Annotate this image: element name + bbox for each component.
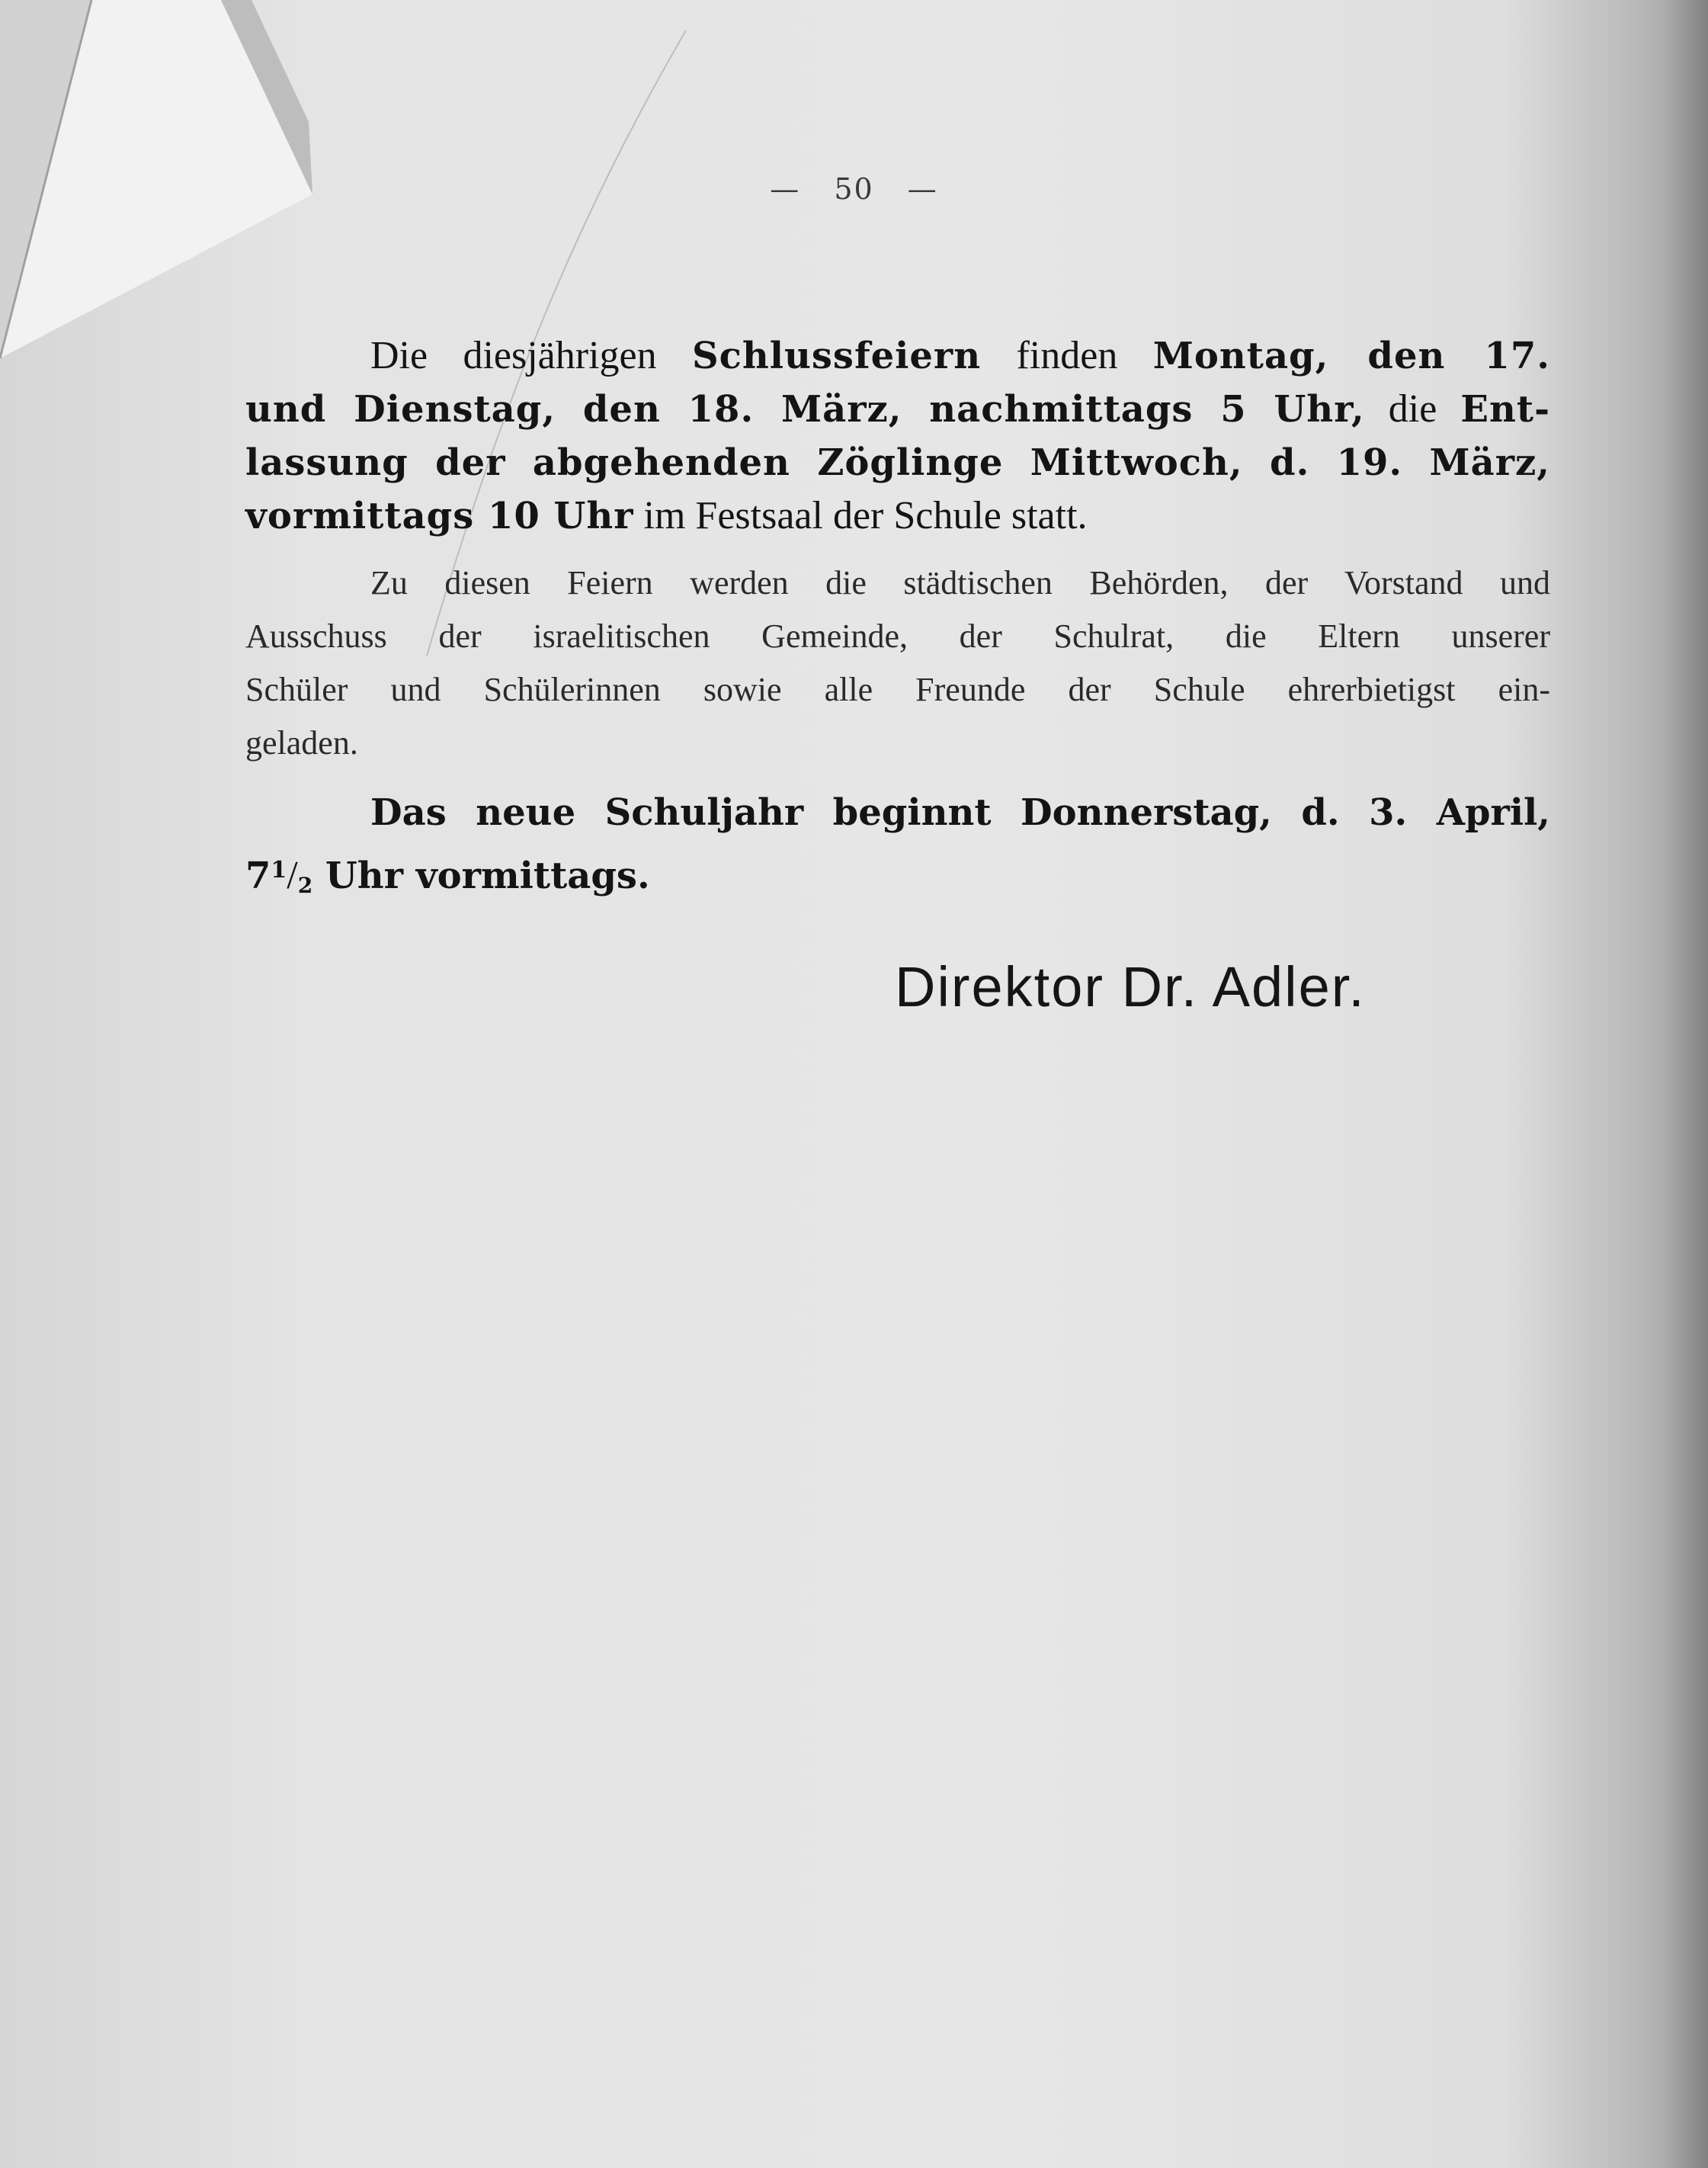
- page-number-value: 50: [834, 172, 874, 206]
- paragraph-line: $7^1/2$ Uhr vormittags.: [245, 854, 650, 898]
- paragraph-invitation: [245, 556, 1550, 770]
- paragraph-line: vormittags 10 Uhr im Festsaal der Schule statt.: [245, 494, 1088, 537]
- paragraph-line: Die diesjährigen Schlussfeiern finden Montag, den 17.: [370, 334, 1551, 377]
- paragraph-new-school-year: [245, 784, 1550, 900]
- signature: Direktor Dr. Adler.: [895, 955, 1366, 1018]
- paragraph-line: und Dienstag, den 18. März, nachmittags 5 Uhr, die Ent-: [245, 387, 1550, 431]
- page-edge-shadow: [1662, 0, 1708, 2168]
- paragraph-line: Das neue Schuljahr beginnt Donnerstag, d. 3. April,: [370, 791, 1550, 834]
- page-number-dash-left: —: [770, 172, 801, 206]
- paragraph-line: Zu diesen Feiern werden die städtischen Behörden, der Vorstand und: [370, 564, 1550, 601]
- paragraph-line: Ausschuss der israelitischen Gemeinde, der Schulrat, die Eltern unserer: [245, 617, 1550, 655]
- paragraph-line: lassung der abgehenden Zöglinge Mittwoch, d. 19. März,: [245, 441, 1550, 484]
- paragraph-closing-ceremonies: [245, 329, 1550, 543]
- paragraph-line: Schüler und Schülerinnen sowie alle Freunde der Schule ehrerbietigst ein-: [245, 671, 1550, 708]
- paragraph-line: geladen.: [245, 724, 358, 762]
- page-number-dash-right: —: [907, 172, 938, 206]
- page-number: [0, 172, 1708, 206]
